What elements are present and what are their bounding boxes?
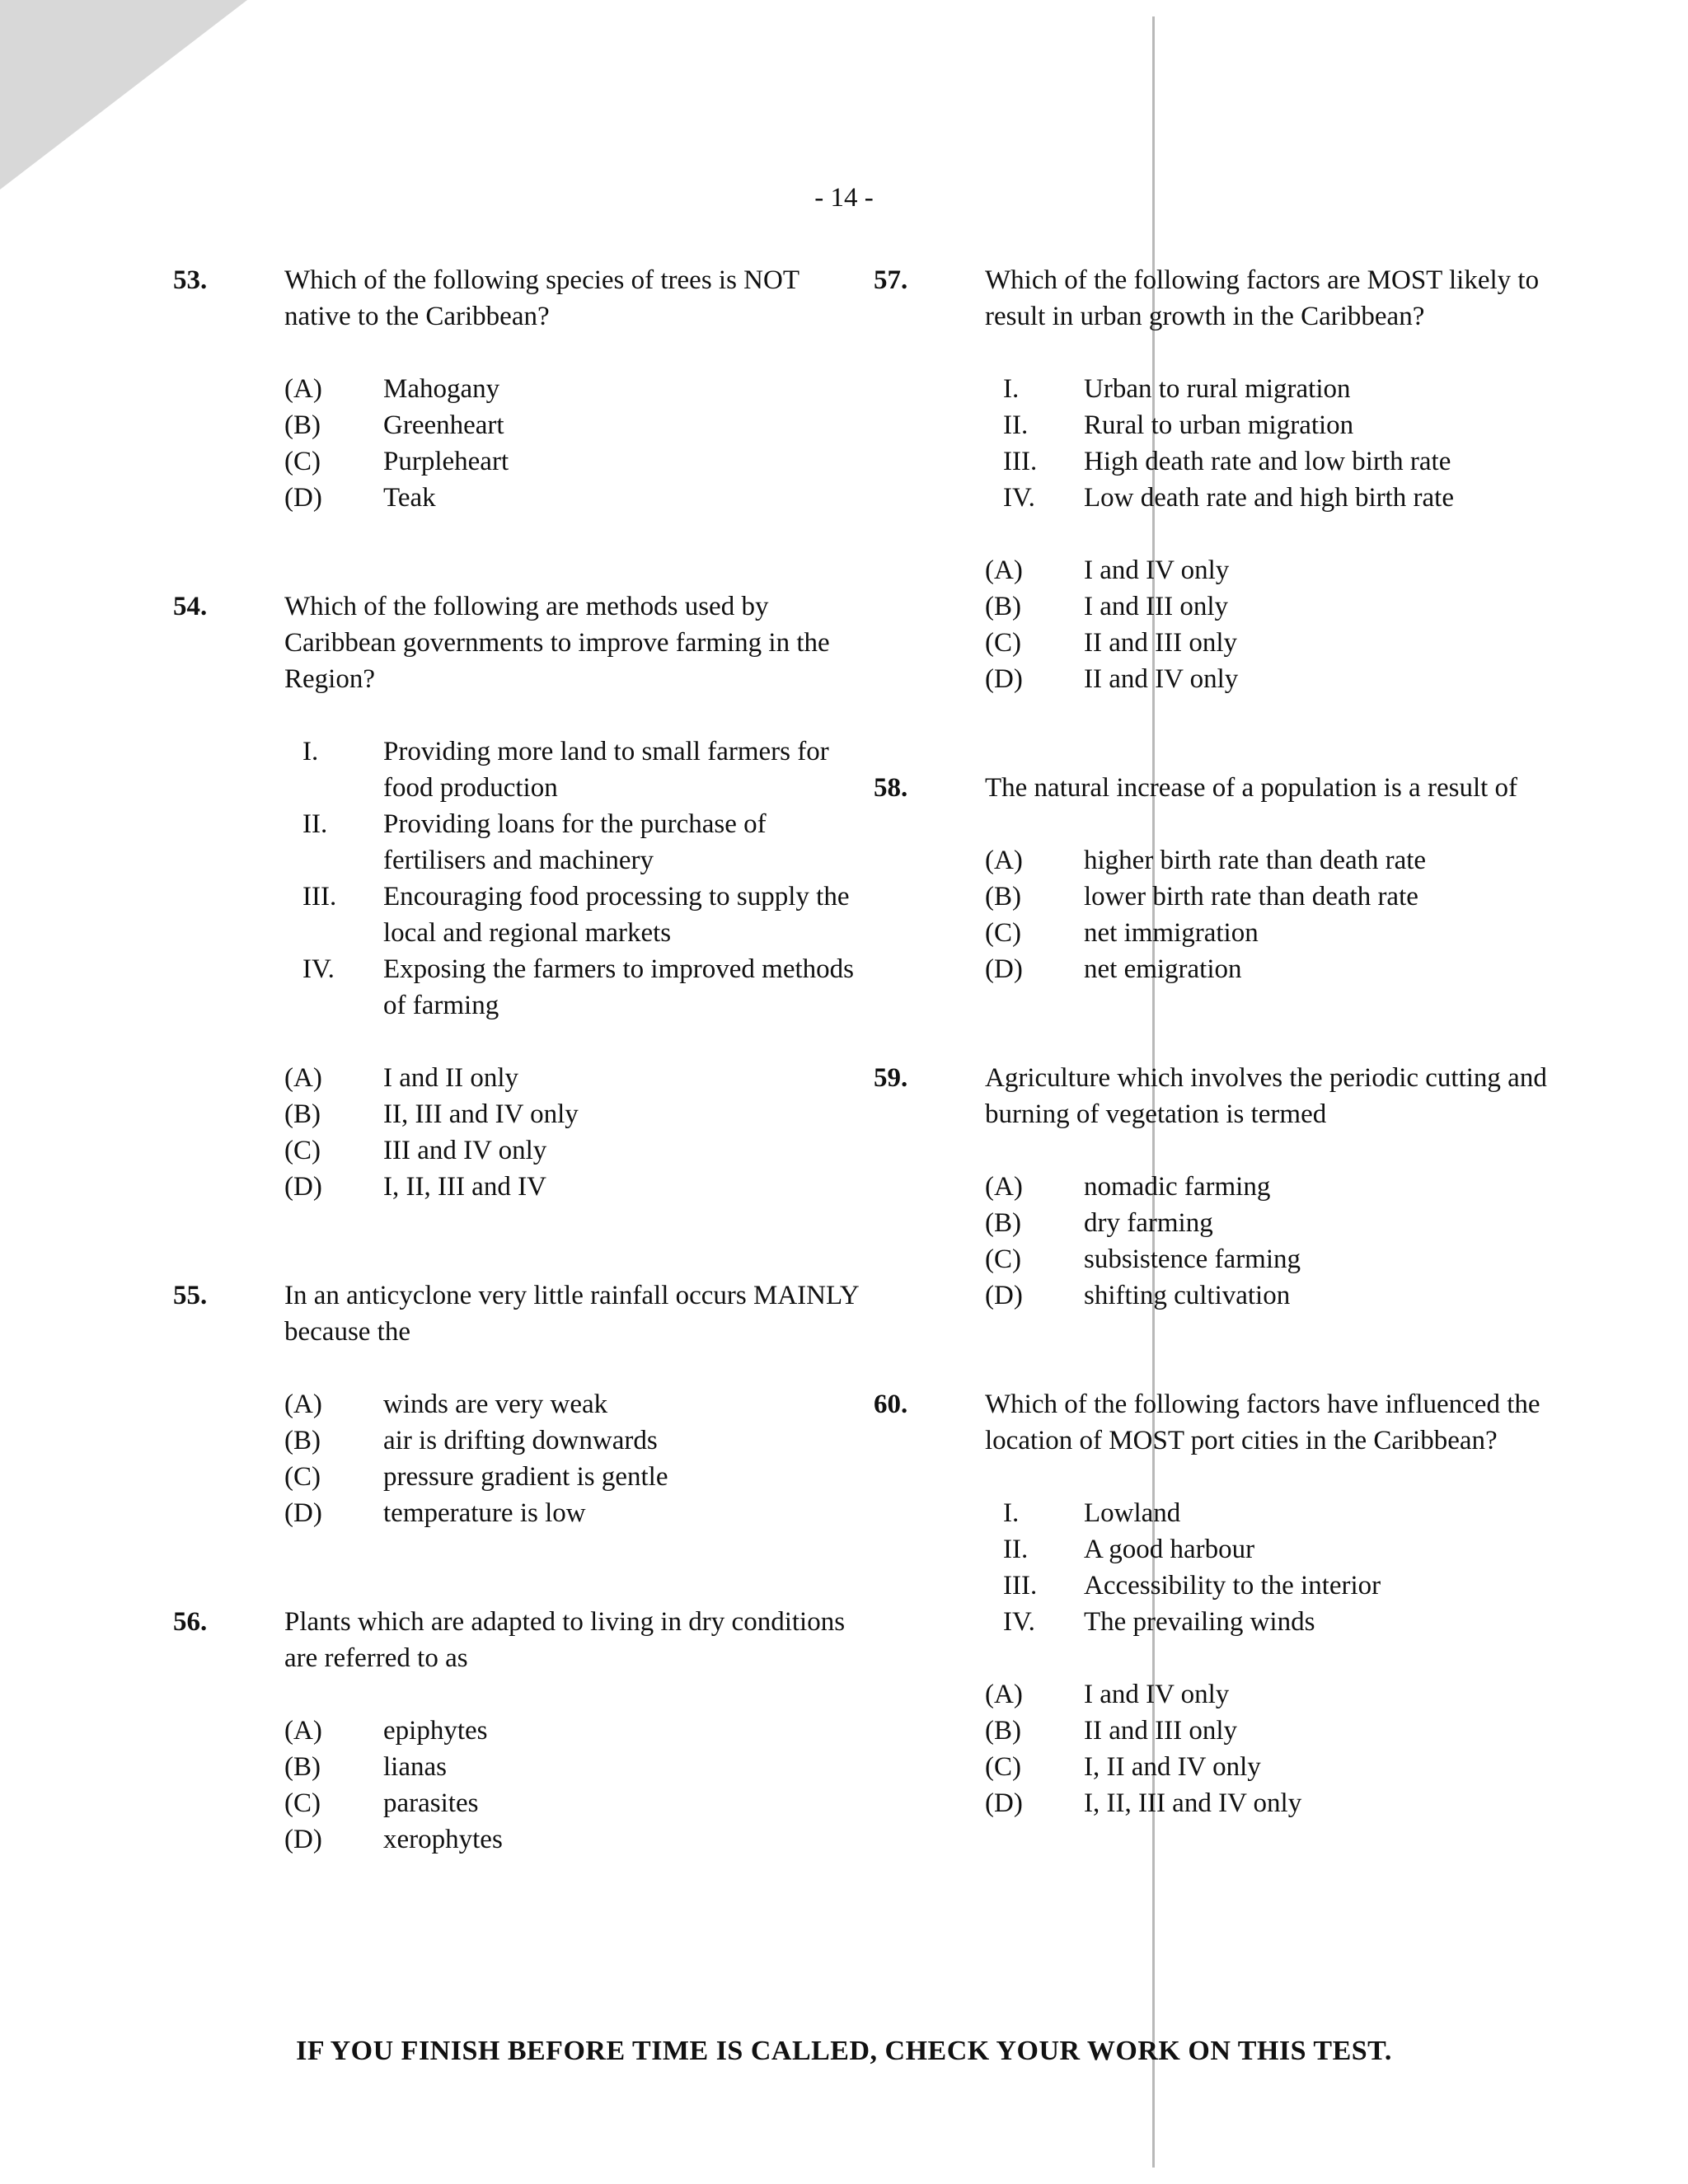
question-number: 55. bbox=[173, 1281, 208, 1310]
option-label: (B) bbox=[284, 1752, 321, 1782]
option-label: (D) bbox=[985, 1281, 1023, 1310]
option-d bbox=[985, 661, 1566, 697]
statement-label: II. bbox=[302, 809, 328, 839]
question-54 bbox=[173, 588, 865, 1205]
scan-shadow-corner bbox=[0, 0, 247, 190]
option-label: (D) bbox=[985, 1788, 1023, 1818]
statement-ii bbox=[985, 407, 1566, 443]
option-label: (A) bbox=[985, 1680, 1023, 1709]
option-label: (B) bbox=[985, 882, 1021, 912]
option-text: dry farming bbox=[1084, 1208, 1213, 1238]
option-label: (C) bbox=[985, 918, 1021, 948]
statement-text: High death rate and low birth rate bbox=[1084, 447, 1451, 476]
statement-label: IV. bbox=[1003, 483, 1035, 513]
statement-text: Lowland bbox=[1084, 1498, 1181, 1528]
option-label: (D) bbox=[284, 483, 322, 513]
statement-iii bbox=[985, 1568, 1566, 1604]
right-column bbox=[874, 262, 1566, 1821]
option-text: Teak bbox=[383, 483, 436, 513]
question-stem: Agriculture which involves the periodic cutting and burning of vegetation is termed bbox=[985, 1063, 1547, 1129]
option-b bbox=[985, 588, 1566, 625]
option-label: (D) bbox=[284, 1172, 322, 1202]
option-label: (B) bbox=[284, 1099, 321, 1129]
statement-i bbox=[284, 733, 865, 806]
option-d bbox=[284, 1169, 865, 1205]
question-number: 60. bbox=[874, 1390, 908, 1419]
question-number: 56. bbox=[173, 1607, 208, 1637]
option-a bbox=[284, 1713, 865, 1749]
statement-text: A good harbour bbox=[1084, 1535, 1255, 1564]
option-text: I, II, III and IV only bbox=[1084, 1788, 1302, 1818]
option-label: (C) bbox=[284, 447, 321, 476]
statement-label: III. bbox=[1003, 1571, 1038, 1601]
answer-options bbox=[284, 1060, 865, 1205]
option-text: Greenheart bbox=[383, 410, 504, 440]
option-label: (B) bbox=[985, 1716, 1021, 1746]
answer-options bbox=[985, 552, 1566, 697]
question-60 bbox=[874, 1386, 1566, 1821]
statement-ii bbox=[284, 806, 865, 879]
question-number: 53. bbox=[173, 265, 208, 295]
option-label: (A) bbox=[985, 846, 1023, 875]
question-number: 54. bbox=[173, 592, 208, 621]
option-c bbox=[284, 1132, 865, 1169]
option-text: net immigration bbox=[1084, 918, 1259, 948]
statement-iv bbox=[284, 951, 865, 1024]
option-label: (A) bbox=[985, 1172, 1023, 1202]
answer-options bbox=[284, 371, 865, 516]
statement-ii bbox=[985, 1531, 1566, 1568]
question-stem: Which of the following species of trees is NOT native to the Caribbean? bbox=[284, 265, 799, 331]
option-a bbox=[985, 1169, 1566, 1205]
statement-label: IV. bbox=[1003, 1607, 1035, 1637]
answer-options bbox=[284, 1713, 865, 1858]
option-label: (B) bbox=[985, 1208, 1021, 1238]
option-label: (C) bbox=[985, 628, 1021, 658]
question-number: 57. bbox=[874, 265, 908, 295]
statement-label: II. bbox=[1003, 1535, 1029, 1564]
option-a bbox=[284, 1060, 865, 1096]
option-a bbox=[985, 552, 1566, 588]
statement-i bbox=[985, 371, 1566, 407]
statement-iv bbox=[985, 1604, 1566, 1640]
option-c bbox=[985, 625, 1566, 661]
option-text: winds are very weak bbox=[383, 1390, 608, 1419]
statement-label: III. bbox=[302, 882, 337, 912]
option-label: (B) bbox=[284, 410, 321, 440]
statement-label: III. bbox=[1003, 447, 1038, 476]
answer-options bbox=[985, 1676, 1566, 1821]
option-text: I, II and IV only bbox=[1084, 1752, 1261, 1782]
option-text: II and IV only bbox=[1084, 664, 1239, 694]
question-number: 58. bbox=[874, 773, 908, 803]
option-label: (C) bbox=[985, 1752, 1021, 1782]
statement-text: Providing more land to small farmers for food production bbox=[383, 737, 829, 803]
option-text: III and IV only bbox=[383, 1136, 547, 1165]
option-b bbox=[284, 1096, 865, 1132]
option-text: higher birth rate than death rate bbox=[1084, 846, 1427, 875]
roman-statements bbox=[985, 1495, 1566, 1640]
question-56 bbox=[173, 1604, 865, 1858]
option-text: I and II only bbox=[383, 1063, 519, 1093]
option-text: pressure gradient is gentle bbox=[383, 1462, 668, 1492]
option-d bbox=[284, 1821, 865, 1858]
option-label: (D) bbox=[284, 1825, 322, 1854]
question-55 bbox=[173, 1277, 865, 1531]
option-b bbox=[284, 1422, 865, 1459]
footer-instruction: IF YOU FINISH BEFORE TIME IS CALLED, CHECK YOUR WORK ON THIS TEST. bbox=[296, 2036, 1392, 2066]
option-label: (D) bbox=[985, 954, 1023, 984]
option-label: (C) bbox=[284, 1788, 321, 1818]
option-c bbox=[284, 1459, 865, 1495]
statement-label: I. bbox=[1003, 1498, 1020, 1528]
option-text: Purpleheart bbox=[383, 447, 509, 476]
question-59 bbox=[874, 1060, 1566, 1314]
question-stem: In an anticyclone very little rainfall occurs MAINLY because the bbox=[284, 1281, 859, 1347]
statement-text: Providing loans for the purchase of fertilisers and machinery bbox=[383, 809, 767, 875]
statement-text: Exposing the farmers to improved methods of farming bbox=[383, 954, 854, 1020]
statement-text: Encouraging food processing to supply the local and regional markets bbox=[383, 882, 850, 948]
option-text: parasites bbox=[383, 1788, 479, 1818]
statement-iv bbox=[985, 480, 1566, 516]
statement-iii bbox=[284, 879, 865, 951]
option-a bbox=[985, 842, 1566, 879]
option-a bbox=[284, 1386, 865, 1422]
option-b bbox=[284, 407, 865, 443]
option-label: (B) bbox=[985, 592, 1021, 621]
option-c bbox=[985, 1749, 1566, 1785]
option-text: epiphytes bbox=[383, 1716, 488, 1746]
option-d bbox=[284, 1495, 865, 1531]
statement-label: I. bbox=[302, 737, 319, 766]
option-b bbox=[284, 1749, 865, 1785]
statement-label: I. bbox=[1003, 374, 1020, 404]
question-stem: Which of the following factors are MOST likely to result in urban growth in the Caribbean? bbox=[985, 265, 1540, 331]
left-column bbox=[173, 262, 865, 1858]
option-c bbox=[284, 443, 865, 480]
statement-i bbox=[985, 1495, 1566, 1531]
option-d bbox=[985, 951, 1566, 987]
option-d bbox=[985, 1785, 1566, 1821]
statement-label: IV. bbox=[302, 954, 335, 984]
option-text: lianas bbox=[383, 1752, 447, 1782]
statement-text: The prevailing winds bbox=[1084, 1607, 1315, 1637]
option-label: (B) bbox=[284, 1426, 321, 1455]
option-text: subsistence farming bbox=[1084, 1244, 1301, 1274]
option-label: (A) bbox=[284, 1390, 322, 1419]
option-label: (D) bbox=[985, 664, 1023, 694]
statement-text: Rural to urban migration bbox=[1084, 410, 1354, 440]
option-label: (A) bbox=[284, 374, 322, 404]
option-label: (A) bbox=[985, 555, 1023, 585]
page-number: - 14 - bbox=[814, 183, 874, 213]
answer-options bbox=[985, 842, 1566, 987]
option-c bbox=[985, 915, 1566, 951]
option-label: (A) bbox=[284, 1716, 322, 1746]
option-text: I and IV only bbox=[1084, 1680, 1230, 1709]
question-stem: The natural increase of a population is a result of bbox=[985, 773, 1518, 803]
option-label: (C) bbox=[284, 1462, 321, 1492]
option-text: temperature is low bbox=[383, 1498, 586, 1528]
option-b bbox=[985, 879, 1566, 915]
option-label: (C) bbox=[985, 1244, 1021, 1274]
option-text: II and III only bbox=[1084, 628, 1238, 658]
option-text: net emigration bbox=[1084, 954, 1242, 984]
roman-statements bbox=[284, 733, 865, 1024]
option-b bbox=[985, 1205, 1566, 1241]
option-d bbox=[985, 1277, 1566, 1314]
option-a bbox=[284, 371, 865, 407]
option-text: I and IV only bbox=[1084, 555, 1230, 585]
question-58 bbox=[874, 770, 1566, 987]
option-label: (A) bbox=[284, 1063, 322, 1093]
statement-iii bbox=[985, 443, 1566, 480]
option-text: nomadic farming bbox=[1084, 1172, 1271, 1202]
statement-text: Urban to rural migration bbox=[1084, 374, 1351, 404]
answer-options bbox=[284, 1386, 865, 1531]
question-stem: Plants which are adapted to living in dry conditions are referred to as bbox=[284, 1607, 846, 1673]
option-c bbox=[985, 1241, 1566, 1277]
option-text: shifting cultivation bbox=[1084, 1281, 1291, 1310]
question-53 bbox=[173, 262, 865, 516]
option-d bbox=[284, 480, 865, 516]
option-b bbox=[985, 1713, 1566, 1749]
option-text: xerophytes bbox=[383, 1825, 503, 1854]
question-number: 59. bbox=[874, 1063, 908, 1093]
question-57 bbox=[874, 262, 1566, 697]
option-text: II and III only bbox=[1084, 1716, 1238, 1746]
question-stem: Which of the following factors have influenced the location of MOST port cities in the Caribbean? bbox=[985, 1390, 1540, 1455]
question-stem: Which of the following are methods used by Caribbean governments to improve farming in the Region? bbox=[284, 592, 830, 694]
option-text: II, III and IV only bbox=[383, 1099, 579, 1129]
statement-text: Low death rate and high birth rate bbox=[1084, 483, 1454, 513]
option-c bbox=[284, 1785, 865, 1821]
option-text: I and III only bbox=[1084, 592, 1229, 621]
option-text: I, II, III and IV bbox=[383, 1172, 546, 1202]
option-text: air is drifting downwards bbox=[383, 1426, 658, 1455]
statement-text: Accessibility to the interior bbox=[1084, 1571, 1381, 1601]
option-label: (D) bbox=[284, 1498, 322, 1528]
answer-options bbox=[985, 1169, 1566, 1314]
statement-label: II. bbox=[1003, 410, 1029, 440]
option-text: lower birth rate than death rate bbox=[1084, 882, 1418, 912]
option-text: Mahogany bbox=[383, 374, 500, 404]
option-label: (C) bbox=[284, 1136, 321, 1165]
option-a bbox=[985, 1676, 1566, 1713]
roman-statements bbox=[985, 371, 1566, 516]
